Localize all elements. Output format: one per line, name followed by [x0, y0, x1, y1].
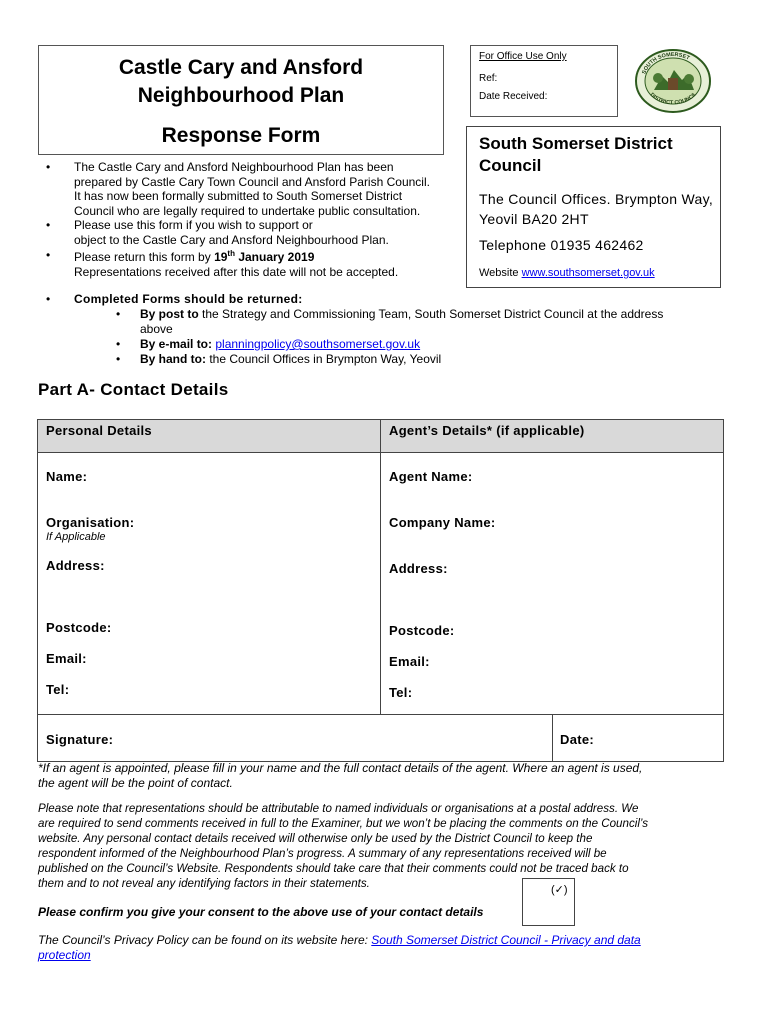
bullet-1-line-1: The Castle Cary and Ansford Neighbourhood Plan has been [74, 160, 394, 174]
agent-note-line-1: *If an agent is appointed, please fill in your name and the full contact details of the agent. Where an agent is used, [38, 761, 643, 775]
tick-hint: (✓) [551, 884, 568, 896]
form-title-box [38, 45, 444, 155]
bullet-3-line-2: Representations received after this date will not be accepted. [74, 264, 399, 279]
email-label: By e-mail to: [140, 337, 216, 351]
post-text: the Strategy and Commissioning Team, South Somerset District Council at the address [198, 307, 664, 321]
bullet-1-line-4: Council who are legally required to undertake public consultation. [74, 203, 421, 218]
privacy-note-line-4: respondent informed of the Neighbourhood Plan’s progress. A summary of any representations received will be [38, 847, 607, 860]
return-bullet-dot: • [46, 292, 51, 306]
date-label[interactable]: Date: [560, 732, 595, 747]
council-address-line-2: Yeovil BA20 2HT [479, 211, 589, 227]
agent-address-label[interactable]: Address: [389, 561, 448, 576]
return-deadline-prefix: Please return this form by [74, 250, 215, 264]
bullet-1-text [74, 160, 474, 218]
ref-label: Ref: [479, 73, 498, 84]
privacy-note-line-5: published on the Council’s Website. Respondents should take care that their comments could not be traced back to [38, 862, 629, 875]
bullet-2-line-2: object to the Castle Cary and Ansford Neighbourhood Plan. [74, 232, 389, 247]
council-name-line-1: South Somerset District [479, 134, 673, 153]
post-bullet-dot: • [116, 307, 121, 321]
tel-label[interactable]: Tel: [46, 682, 70, 697]
seal-text-top: SOUTH SOMERSET [641, 51, 691, 76]
bullet-2-dot: • [46, 218, 51, 232]
hand-text: the Council Offices in Brympton Way, Yeovil [206, 352, 442, 366]
council-website [479, 267, 655, 279]
agent-name-label[interactable]: Agent Name: [389, 469, 473, 484]
consent-checkbox[interactable] [522, 878, 575, 926]
consent-statement: Please confirm you give your consent to the above use of your contact details [38, 905, 484, 919]
post-line [140, 307, 720, 336]
bullet-3-dot: • [46, 248, 51, 262]
council-name-line-2: Council [479, 156, 542, 175]
council-address-line-1: The Council Offices. Brympton Way, [479, 191, 714, 207]
deadline-month-year: January 2019 [234, 250, 315, 264]
return-heading: Completed Forms should be returned: [74, 292, 303, 306]
council-details-box [466, 126, 721, 288]
column-divider [380, 420, 381, 714]
council-name [479, 133, 709, 177]
return-deadline-date [214, 250, 314, 264]
agent-tel-label[interactable]: Tel: [389, 685, 413, 700]
bullet-1-line-2: prepared by Castle Cary Town Council and Ansford Parish Council. [74, 174, 430, 189]
bullet-2-text [74, 218, 389, 247]
date-received-label: Date Received: [479, 91, 548, 102]
council-address [479, 189, 713, 229]
hand-bullet-dot: • [116, 352, 121, 366]
signature-row-divider [38, 714, 723, 715]
council-seal-logo [634, 48, 712, 114]
agent-postcode-label[interactable]: Postcode: [389, 623, 455, 638]
date-divider [552, 714, 553, 762]
privacy-policy-link-continued[interactable]: protection [38, 948, 91, 962]
privacy-note-line-2: are required to send comments received in full to the Examiner, but we won’t be placing the comments on the Council’s [38, 817, 649, 830]
company-name-label[interactable]: Company Name: [389, 515, 496, 530]
office-use-heading: For Office Use Only [479, 51, 567, 62]
title-line-2: Neighbourhood Plan [137, 84, 345, 107]
seal-text-bottom: DISTRICT COUNCIL [648, 91, 699, 107]
privacy-policy-prefix: The Council’s Privacy Policy can be found on its website here: [38, 933, 372, 947]
part-a-heading: Part A- Contact Details [38, 380, 229, 399]
post-text-2: above [140, 321, 173, 336]
agent-email-label[interactable]: Email: [389, 654, 430, 669]
privacy-policy-note [38, 933, 641, 963]
organisation-label[interactable]: Organisation: [46, 515, 135, 530]
bullet-3-text [74, 247, 398, 279]
title-line-1: Castle Cary and Ansford [118, 56, 364, 79]
hand-line [140, 352, 441, 367]
hand-label: By hand to: [140, 352, 206, 366]
bullet-1-line-3: It has now been formally submitted to South Somerset District [74, 189, 403, 204]
address-label[interactable]: Address: [46, 558, 105, 573]
agent-note [38, 761, 642, 791]
signature-label[interactable]: Signature: [46, 732, 114, 747]
website-link[interactable]: www.southsomerset.gov.uk [521, 267, 655, 279]
bullet-1-dot: • [46, 160, 51, 174]
contact-details-table [37, 419, 724, 762]
agent-details-header: Agent’s Details* (if applicable) [389, 423, 585, 438]
office-use-box [470, 45, 618, 117]
seal-icon [634, 48, 712, 114]
privacy-note-line-1: Please note that representations should be attributable to named individuals or organisations at a postal address. We [38, 802, 639, 815]
title-line-3: Response Form [161, 124, 321, 147]
email-bullet-dot: • [116, 337, 121, 351]
email-line [140, 337, 420, 352]
bullet-2-line-1: Please use this form if you wish to support or [74, 218, 313, 232]
post-label: By post to [140, 307, 199, 321]
privacy-policy-link[interactable]: South Somerset District Council - Privacy and data [371, 933, 641, 947]
email-link[interactable]: planningpolicy@southsomerset.gov.uk [215, 337, 421, 351]
if-applicable-note: If Applicable [46, 531, 106, 543]
privacy-note-line-3: website. Any personal contact details received will otherwise only be used by the District Council to keep the [38, 832, 593, 845]
email-label-field[interactable]: Email: [46, 651, 87, 666]
deadline-sup: th [227, 249, 235, 258]
personal-details-header: Personal Details [46, 423, 152, 438]
privacy-note-line-6: them and to not reveal any identifying factors in their statements. [38, 877, 370, 890]
postcode-label[interactable]: Postcode: [46, 620, 112, 635]
council-telephone: Telephone 01935 462462 [479, 237, 644, 253]
website-label: Website [479, 267, 522, 279]
agent-note-line-2: the agent will be the point of contact. [38, 776, 233, 790]
name-label[interactable]: Name: [46, 469, 88, 484]
bullet-3-line-1 [74, 247, 398, 265]
deadline-day: 19 [214, 250, 228, 264]
